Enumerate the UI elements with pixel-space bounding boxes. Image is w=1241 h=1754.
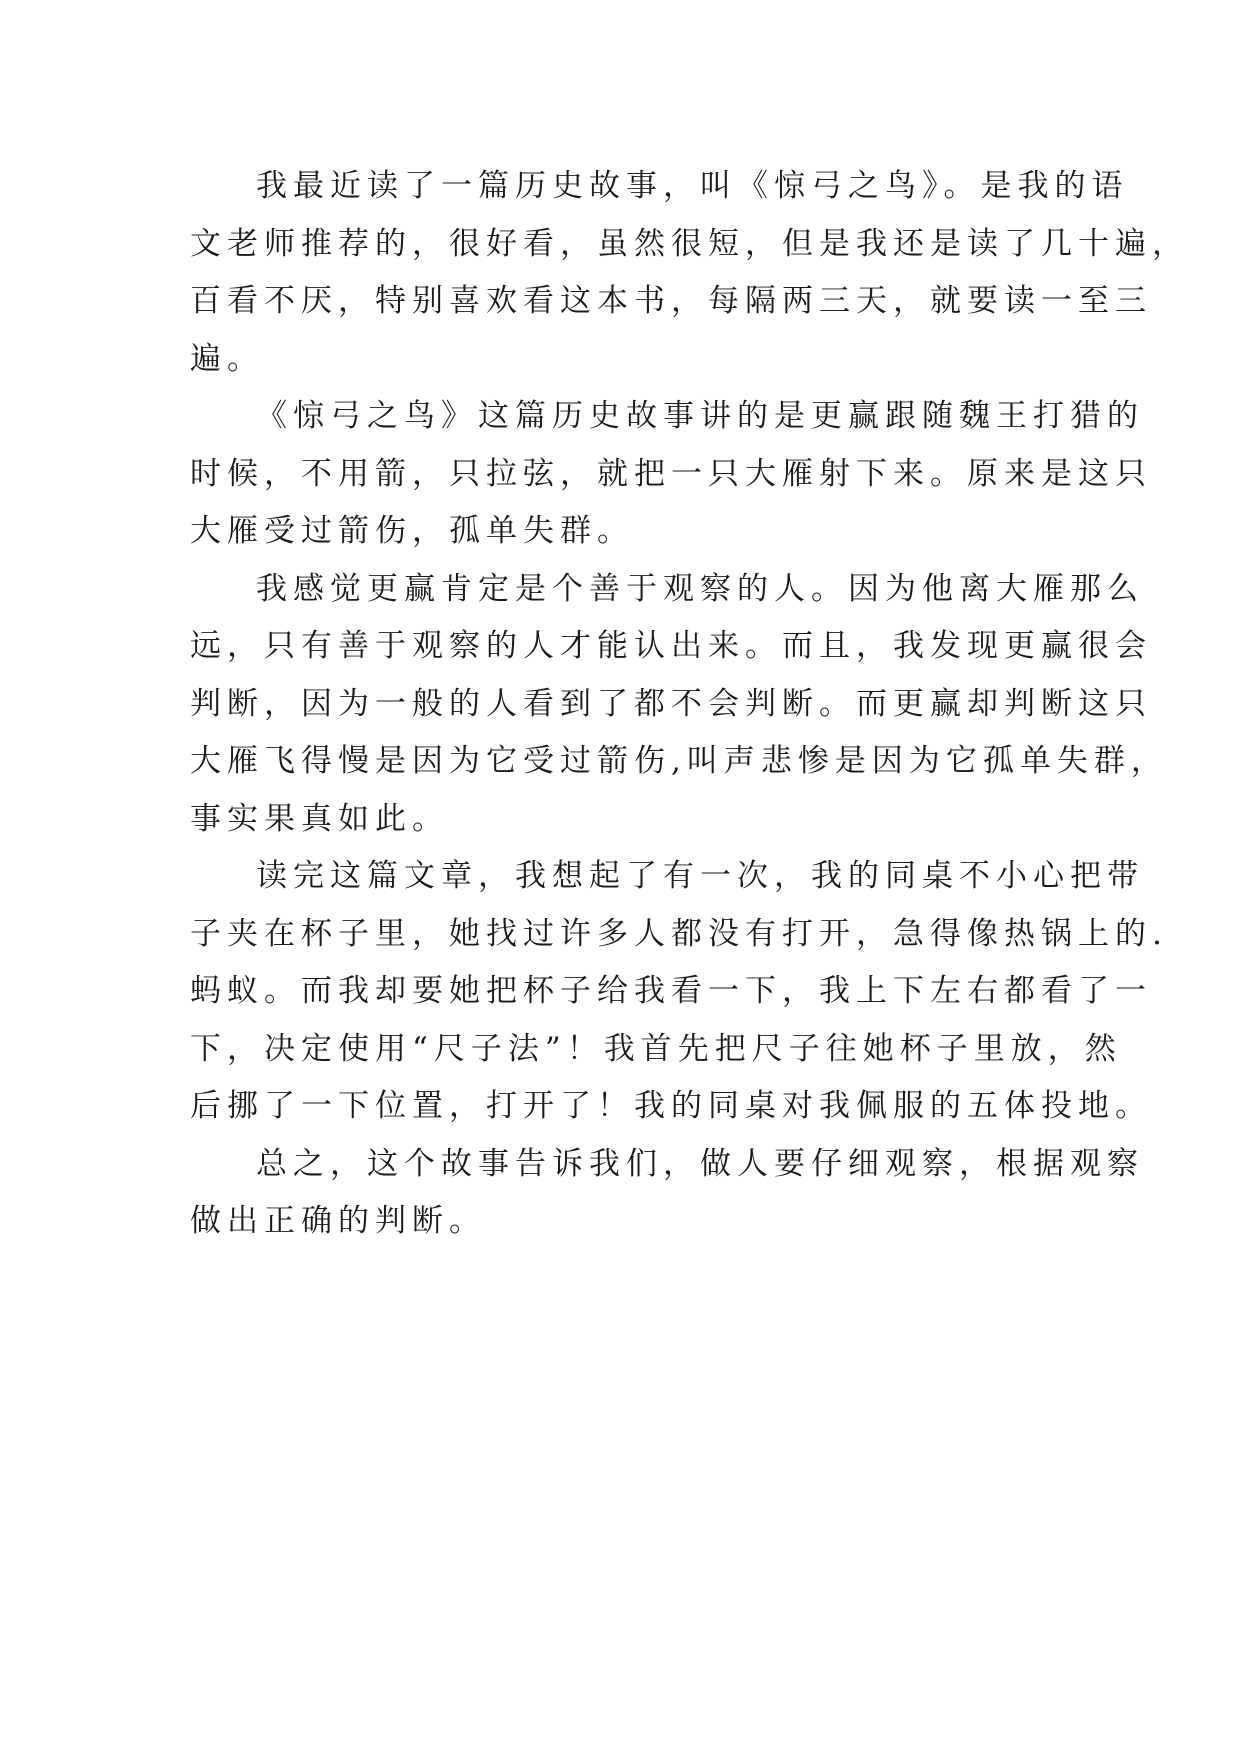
paragraph-line: 时候，不用箭，只拉弦，就把一只大雁射下来。原来是这只 <box>190 455 1152 492</box>
paragraph-line: 子夹在杯子里，她找过许多人都没有打开，急得像热锅上的. <box>190 915 1168 952</box>
paragraph-line: 大雁受过箭伤，孤单失群。 <box>190 513 634 549</box>
paragraph-line: 我最近读了一篇历史故事，叫《惊弓之鸟》。是我的语 <box>256 168 1129 204</box>
paragraph-line: 下，决定使用“尺子法”！我首先把尺子往她杯子里放，然 <box>190 1030 1122 1067</box>
paragraph-3 <box>190 561 1168 849</box>
paragraph-line: 《惊弓之鸟》这篇历史故事讲的是更赢跟随魏王打猎的 <box>256 398 1144 434</box>
paragraph-line: 总之，这个故事告诉我们，做人要仔细观察，根据观察 <box>256 1145 1144 1182</box>
paragraph-line: 读完这篇文章，我想起了有一次，我的同桌不小心把带 <box>256 858 1144 894</box>
paragraph-line: 后挪了一下位置，打开了！我的同桌对我佩服的五体投地。 <box>190 1088 1152 1124</box>
paragraph-line: 判断，因为一般的人看到了都不会判断。而更赢却判断这只 <box>190 685 1152 722</box>
paragraph-line: 蚂蚁。而我却要她把杯子给我看一下，我上下左右都看了一 <box>190 973 1152 1009</box>
paragraph-line: 遍。 <box>190 340 264 377</box>
paragraph-line: 文老师推荐的，很好看，虽然很短，但是我还是读了几十遍， <box>190 225 1189 262</box>
paragraph-line: 远，只有善于观察的人才能认出来。而且，我发现更赢很会 <box>190 628 1152 664</box>
paragraph-line: 做出正确的判断。 <box>190 1203 486 1239</box>
paragraph-line: 大雁飞得慢是因为它受过箭伤,叫声悲惨是因为它孤单失群， <box>190 743 1168 779</box>
paragraph-4 <box>190 848 1168 1136</box>
document-body <box>190 158 1189 1251</box>
paragraph-2 <box>190 388 1152 561</box>
paragraph-line: 事实果真如此。 <box>190 800 449 837</box>
paragraph-line: 我感觉更赢肯定是个善于观察的人。因为他离大雁那么 <box>256 570 1144 607</box>
paragraph-1 <box>190 158 1189 388</box>
paragraph-line: 百看不厌，特别喜欢看这本书，每隔两三天，就要读一至三 <box>190 283 1152 319</box>
paragraph-5 <box>190 1136 1144 1251</box>
